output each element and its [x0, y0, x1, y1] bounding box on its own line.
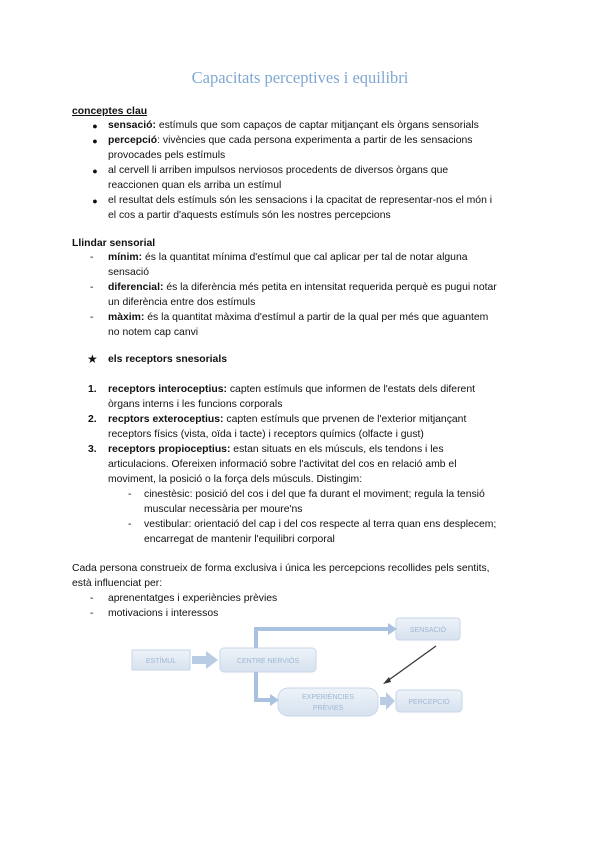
section-heading-conceptes: conceptes clau [72, 106, 148, 117]
bullet-icon: ● [92, 166, 98, 176]
definition-continued: provocades pels estímuls [108, 150, 226, 161]
term: receptors propioceptius: [108, 444, 231, 455]
definition: al cervell li arriben impulsos nerviosos procedents de diversos òrgans que [108, 165, 449, 176]
list-item-text: aprenentatges i experiències prèvies [108, 593, 278, 604]
definition: estan situats en els músculs, els tendons i les [230, 444, 444, 455]
arrow-estimul-centre [192, 651, 218, 669]
definition: cinestèsic: posició del cos i del que fa durant el moviment; regula la tensió [144, 489, 485, 500]
term: receptors interoceptius: [108, 384, 227, 395]
bullet-icon: ● [92, 136, 98, 146]
definition-continued: receptors físics (vista, oïda i tacte) i receptors químics (olfacte i gust) [108, 429, 424, 440]
page-title: Capacitats perceptives i equilibri [191, 68, 409, 87]
arrow-centre-experiencies [256, 672, 272, 700]
paragraph-line: Cada persona construeix de forma exclusiva i única les percepcions recollides pels sentits, [72, 563, 490, 574]
definition-continued: encarregat de mantenir l'equilibri corporal [144, 534, 335, 545]
paragraph-line: està influenciat per: [72, 578, 163, 589]
label-previes: PRÈVIES [312, 705, 344, 712]
term: màxim: [108, 312, 145, 323]
term: sensació: [108, 120, 156, 131]
definition: estímuls que som capaços de captar mitjançant els òrgans sensorials [155, 120, 479, 131]
label-experiencies: EXPERIÈNCIES [302, 694, 354, 701]
item-number: 1. [88, 384, 97, 395]
definition-continued: sensació [108, 267, 150, 278]
definition: és la diferència més petita en intensitat requerida perquè es pugui notar [163, 282, 497, 293]
dash-marker: - [90, 608, 94, 619]
definition-continued: reaccionen quan els arriba un estímul [108, 180, 282, 191]
item-number: 3. [88, 444, 97, 455]
arrowhead-diagonal [383, 677, 391, 684]
definition-continued: moviment, la posició o la força dels músculs. Distingim: [108, 474, 363, 485]
arrow-centre-sensacio [256, 629, 390, 648]
bullet-icon: ● [92, 121, 98, 131]
definition-continued: el cos a partir d'aquests estímuls són les nostres percepcions [108, 210, 391, 221]
definition-continued: un diferència entre dos estímuls [108, 297, 256, 308]
definition-continued: no notem cap canvi [108, 327, 199, 338]
dash-marker: - [90, 593, 94, 604]
item-number: 2. [88, 414, 97, 425]
dash-marker: - [90, 282, 94, 293]
definition: : vivències que cada persona experimenta a partir de les sensacions [157, 135, 473, 146]
star-icon: ★ [87, 352, 98, 366]
list-item-text: motivacions i interessos [108, 608, 219, 619]
label-estimul: ESTÍMUL [145, 658, 177, 665]
definition: vestibular: orientació del cap i del cos respecte al terra quan ens desplecem; [144, 519, 497, 530]
term: mínim: [108, 252, 143, 263]
arrow-experiencies-percepcio [380, 692, 395, 710]
label-centre-nervios: CENTRE NERVIÓS [236, 658, 300, 665]
bullet-icon: ● [92, 196, 98, 206]
definition: és la quantitat mínima d'estímul que cal aplicar per tal de notar alguna [142, 252, 468, 263]
label-sensacio: SENSACIÓ [409, 627, 447, 634]
section-heading-llindar: Llindar sensorial [72, 238, 156, 249]
definition: capten estímuls que informen de l'estats dels diferent [226, 384, 475, 395]
dash-marker: - [90, 312, 94, 323]
definition-continued: muscular necessària per moure'ns [144, 504, 303, 515]
definition: el resultat dels estímuls són les sensacions i la cpacitat de representar-nos el món i [108, 195, 493, 206]
term: percepció [108, 135, 158, 146]
term: diferencial: [108, 282, 164, 293]
label-percepcio: PERCEPCIÓ [408, 699, 450, 706]
definition-continued: òrgans interns i les funcions corporals [108, 399, 283, 410]
dash-marker: - [128, 519, 132, 530]
section-heading-receptors: els receptors snesorials [108, 354, 227, 365]
arrow-sensacio-experiencies [386, 646, 436, 682]
definition: capten estímuls que prvenen de l'exterior mitjançant [223, 414, 467, 425]
dash-marker: - [90, 252, 94, 263]
dash-marker: - [128, 489, 132, 500]
term: recptors exteroceptius: [108, 414, 224, 425]
definition: és la quantitat màxima d'estímul a partir de la qual per més que aguantem [144, 312, 489, 323]
definition-continued: articulacions. Ofereixen informació sobre l'activitat del cos en relació amb el [108, 459, 457, 470]
